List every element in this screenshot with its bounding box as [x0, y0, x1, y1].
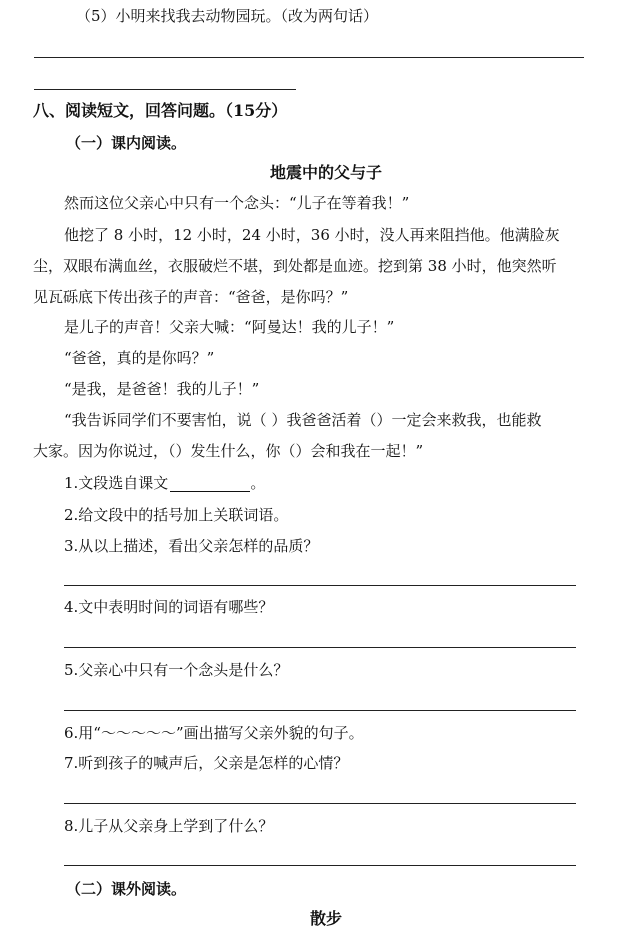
question-1-text: 1.文段选自课文	[64, 474, 169, 492]
question-5-rewrite: （5）小明来找我去动物园玩。（改为两句话）	[76, 7, 379, 25]
passage-paragraph: “我告诉同学们不要害怕，说（ ）我爸爸活着（）一定会来救我，也能救	[64, 411, 542, 429]
question-7: 7.听到孩子的喊声后，父亲是怎样的心情？	[64, 754, 349, 772]
part-2-passage-title: 散步	[310, 909, 343, 928]
passage-paragraph: 大家。因为你说过，（）发生什么，你（）会和我在一起！”	[33, 442, 424, 460]
question-1-end: 。	[250, 474, 266, 492]
passage-paragraph: “是我，是爸爸！我的儿子！”	[64, 380, 260, 398]
question-6: 6.用“～～～～～”画出描写父亲外貌的句子。	[64, 724, 364, 742]
question-3: 3.从以上描述，看出父亲怎样的品质？	[64, 537, 319, 555]
answer-line	[64, 647, 576, 648]
section-8-title: 八、阅读短文，回答问题。（15分）	[33, 101, 288, 120]
answer-line	[64, 803, 576, 804]
part-1-title: （一）课内阅读。	[66, 134, 187, 152]
answer-line	[64, 585, 576, 586]
question-1	[64, 474, 265, 492]
passage-paragraph: 是儿子的声音！父亲大喊：“阿曼达！我的儿子！”	[64, 318, 395, 336]
part-2-title: （二）课外阅读。	[66, 880, 187, 898]
fill-blank[interactable]	[170, 476, 250, 492]
passage-paragraph: “爸爸，真的是你吗？”	[64, 349, 215, 367]
question-2: 2.给文段中的括号加上关联词语。	[64, 506, 289, 524]
passage-paragraph: 尘，双眼布满血丝，衣服破烂不堪，到处都是血迹。挖到第 38 小时，他突然听	[33, 257, 557, 275]
question-5: 5.父亲心中只有一个念头是什么？	[64, 661, 289, 679]
passage-title: 地震中的父与子	[270, 163, 383, 182]
passage-paragraph: 然而这位父亲心中只有一个念头：“儿子在等着我！”	[64, 194, 410, 212]
question-8: 8.儿子从父亲身上学到了什么？	[64, 817, 274, 835]
answer-line	[64, 865, 576, 866]
question-4: 4.文中表明时间的词语有哪些？	[64, 598, 274, 616]
answer-line	[34, 89, 296, 90]
passage-paragraph: 见瓦砾底下传出孩子的声音：“爸爸，是你吗？”	[33, 288, 349, 306]
answer-line	[34, 57, 584, 58]
answer-line	[64, 710, 576, 711]
passage-paragraph: 他挖了 8 小时，12 小时，24 小时，36 小时，没人再来阻挡他。他满脸灰	[64, 226, 560, 244]
